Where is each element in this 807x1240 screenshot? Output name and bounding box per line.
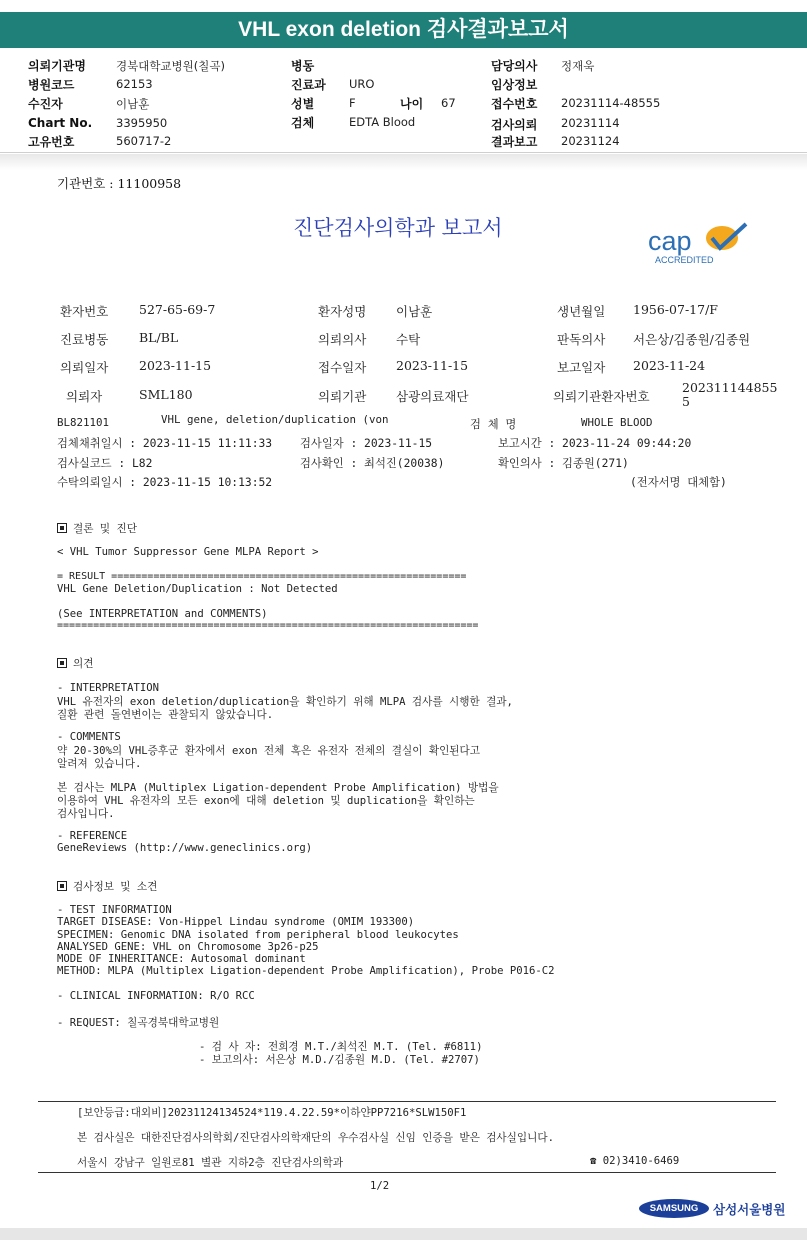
patient-number-label: 환자번호 (60, 304, 109, 319)
report-title: VHL exon deletion 검사결과보고서 (238, 18, 569, 41)
comments-line: 이용하여 VHL 유전자의 모든 exon에 대해 deletion 및 duplication을 확인하는 (57, 795, 475, 807)
department-report-title: 진단검사의학과 보고서 (293, 216, 503, 240)
header-value: 20231114 (561, 116, 620, 130)
header-shadow (0, 154, 807, 170)
test-info-heading: 검사정보 및 소견 (57, 879, 157, 894)
security-stamp: [보안등급:대외비]20231124134524*119.4.22.59*이하얀PP7216*SLW150F1 (77, 1107, 467, 1119)
header-value: 경북대학교병원(칠곡) (116, 59, 225, 73)
requesting-doctor-label: 의뢰의사 (318, 332, 367, 347)
receipt-date: 2023-11-15 (396, 358, 469, 373)
specimen: WHOLE BLOOD (581, 416, 653, 429)
section-bullet-icon (57, 523, 67, 533)
header-label: 담당의사 (491, 59, 538, 73)
header-value: 20231124 (561, 134, 620, 148)
section-bullet-icon (57, 881, 67, 891)
header-label: 성별 (291, 97, 315, 111)
test-information-line: SPECIMEN: Genomic DNA isolated from peripheral blood leukocytes (57, 929, 459, 941)
header-label: 검체 (291, 116, 315, 130)
confirming-doctor: 확인의사 : 김종원(271) (498, 457, 629, 470)
bottom-shadow (0, 1228, 807, 1240)
request-institution: - REQUEST: 칠곡경북대학교병원 (57, 1017, 220, 1029)
header-label: 임상정보 (491, 78, 538, 92)
header-label: 나이 (400, 97, 424, 111)
requester-label: 의뢰자 (66, 389, 103, 404)
test-date: 검사일자 : 2023-11-15 (300, 437, 433, 450)
requesting-institution-label: 의뢰기관 (318, 389, 367, 404)
cap-accredited-logo (646, 218, 756, 268)
requesting-institution: 삼광의료재단 (396, 389, 469, 404)
request-date-label: 의뢰일자 (60, 360, 109, 375)
header-value: 정재욱 (561, 59, 595, 73)
conclusion-heading: 결론 및 진단 (57, 521, 137, 536)
phone: ☎ 02)3410-6469 (590, 1155, 680, 1167)
requesting-doctor: 수탁 (396, 332, 421, 347)
collection-time: 검체채취일시 : 2023-11-15 11:11:33 (57, 437, 273, 450)
patient-name: 이남훈 (396, 304, 433, 319)
institution-patient-number: 202311144855 (682, 380, 778, 395)
see-interpretation: (See INTERPRETATION and COMMENTS) (57, 608, 268, 620)
interpretation-title: - INTERPRETATION (57, 682, 160, 694)
reading-doctor: 서은상/김종원/김종원 (633, 332, 751, 347)
comments-line: 알려져 있습니다. (57, 758, 142, 770)
certification-note: 본 검사실은 대한진단검사의학회/진단검사의학재단의 우수검사실 신임 인증을 받은 검사실입니다. (77, 1132, 554, 1144)
interpretation-line: VHL 유전자의 exon deletion/duplication을 확인하기 위해 MLPA 검사를 시행한 결과, (57, 696, 513, 708)
header-label: 병동 (291, 59, 315, 73)
test-information-line: TARGET DISEASE: Von-Hippel Lindau syndrome (OMIM 193300) (57, 916, 415, 928)
report-name: < VHL Tumor Suppressor Gene MLPA Report > (57, 546, 319, 558)
report-title-bar (0, 12, 807, 48)
header-divider (0, 152, 807, 153)
reference-line: GeneReviews (http://www.geneclinics.org) (57, 842, 313, 854)
test-information-line: MODE OF INHERITANCE: Autosomal dominant (57, 953, 306, 965)
header-label: 병원코드 (28, 78, 75, 92)
patient-number: 527-65-69-7 (139, 302, 216, 317)
test-information-line: ANALYSED GENE: VHL on Chromosome 3p26-p25 (57, 941, 319, 953)
comments-line: 약 20-30%의 VHL증후군 환자에서 exon 전체 혹은 유전자 전체의 결실이 확인된다고 (57, 745, 480, 757)
cap-accredited-text: ACCREDITED (655, 255, 714, 265)
specimen-label: 검 체 명 (470, 418, 517, 431)
ward-label: 진료병동 (60, 332, 109, 347)
comments-title: - COMMENTS (57, 731, 121, 743)
institution-patient-number-label: 의뢰기관환자번호 (553, 389, 650, 404)
test-confirmation: 검사확인 : 최석진(20038) (300, 457, 445, 470)
header-value: EDTA Blood (349, 115, 416, 129)
section-bullet-icon (57, 658, 67, 668)
lab-code: 검사실코드 : L82 (57, 457, 153, 470)
report-date: 2023-11-24 (633, 358, 706, 373)
header-value: 3395950 (116, 116, 168, 130)
page-number: 1/2 (370, 1180, 390, 1192)
dob-label: 생년월일 (557, 304, 606, 319)
electronic-signature-note: (전자서명 대체함) (630, 476, 727, 489)
requester: SML180 (139, 387, 193, 402)
samsung-logo (639, 1199, 709, 1218)
reference-title: - REFERENCE (57, 830, 128, 842)
header-label: 진료과 (291, 78, 326, 92)
header-label: 검사의뢰 (491, 118, 538, 132)
tester: - 검 사 자: 전희경 M.T./최석진 M.T. (Tel. #6811) (199, 1041, 483, 1053)
comments-line: 본 검사는 MLPA (Multiplex Ligation-dependent Probe Amplification) 방법을 (57, 782, 499, 794)
test-name: VHL gene, deletion/duplication (von (161, 413, 389, 426)
interpretation-line: 질환 관련 돌연변이는 관찰되지 않았습니다. (57, 709, 274, 721)
header-label: 접수번호 (491, 97, 538, 111)
receipt-date-label: 접수일자 (318, 360, 367, 375)
result-divider: = RESULT =========================================================== (57, 571, 467, 582)
reporting-doctor: - 보고의사: 서은상 M.D./김종원 M.D. (Tel. #2707) (199, 1054, 480, 1066)
header-value: 560717-2 (116, 134, 172, 148)
header-label: Chart No. (28, 116, 93, 130)
hospital-name: 삼성서울병원 (713, 1202, 786, 1217)
result-value: VHL Gene Deletion/Duplication : Not Detected (57, 583, 338, 595)
address: 서울시 강남구 일원로81 별관 지하2층 진단검사의학과 (77, 1157, 343, 1169)
institution-number: 기관번호 : 11100958 (57, 176, 182, 191)
header-label: 의뢰기관명 (28, 59, 86, 73)
patient-name-label: 환자성명 (318, 304, 367, 319)
request-date: 2023-11-15 (139, 358, 212, 373)
footer-top-border (38, 1101, 776, 1102)
header-value: 20231114-48555 (561, 96, 661, 110)
report-time: 보고시간 : 2023-11-24 09:44:20 (498, 437, 692, 450)
report-date-label: 보고일자 (557, 360, 606, 375)
dob: 1956-07-17/F (633, 302, 718, 317)
header-value: 67 (441, 96, 456, 110)
header-value: F (349, 96, 356, 110)
comments-line: 검사입니다. (57, 808, 115, 820)
test-code: BL821101 (57, 416, 110, 429)
test-information-line: METHOD: MLPA (Multiplex Ligation-dependent Probe Amplification), Probe P016-C2 (57, 965, 555, 977)
header-value: URO (349, 77, 375, 91)
institution-patient-number-cont: 5 (682, 394, 690, 409)
header-label: 고유번호 (28, 135, 75, 149)
footer-bottom-border (38, 1172, 776, 1173)
header-value: 62153 (116, 77, 153, 91)
samsung-logo-text: SAMSUNG (649, 1203, 699, 1214)
header-label: 결과보고 (491, 135, 538, 149)
consignment-time: 수탁의뢰일시 : 2023-11-15 10:13:52 (57, 476, 273, 489)
opinion-heading: 의견 (57, 656, 93, 671)
ward: BL/BL (139, 330, 179, 345)
clinical-information: - CLINICAL INFORMATION: R/O RCC (57, 990, 255, 1002)
test-information-title: - TEST INFORMATION (57, 904, 172, 916)
cap-text: cap (648, 226, 692, 256)
header-label: 수진자 (28, 97, 63, 111)
result-divider-end: ====================================================================== (57, 620, 479, 631)
header-value: 이남훈 (116, 97, 150, 111)
reading-doctor-label: 판독의사 (557, 332, 606, 347)
